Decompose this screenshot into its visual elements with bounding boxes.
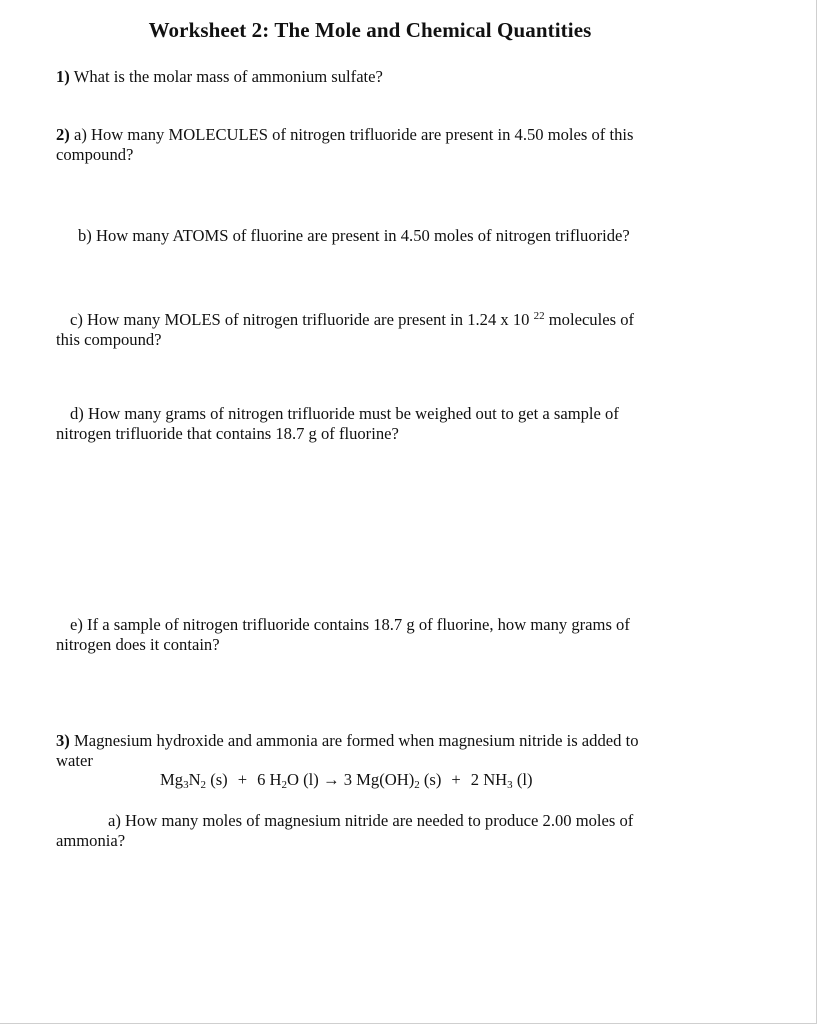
equation-part: O (l) → 3 Mg(OH) [287, 770, 415, 789]
question-2b-text: b) How many ATOMS of fluorine are present in 4.50 moles of nitrogen trifluoride? [78, 226, 630, 245]
equation-part: Mg [160, 770, 184, 789]
question-2c-line2: this compound? [56, 330, 162, 349]
question-2a-line1: a) How many MOLECULES of nitrogen trifluoride are present in 4.50 moles of this [73, 125, 634, 144]
question-3a-line2: ammonia? [56, 831, 126, 850]
equation-part: (l) [512, 770, 533, 789]
question-2a-line2: compound? [56, 145, 134, 164]
question-2e-line1: e) If a sample of nitrogen trifluoride contains 18.7 g of fluorine, how many grams of [70, 615, 630, 634]
question-3 [56, 731, 639, 771]
equation-part: (s) [206, 770, 228, 789]
question-2c-pre: c) How many MOLES of nitrogen trifluoride are present in 1.24 x 10 [70, 310, 530, 329]
question-1 [56, 67, 383, 87]
equation-subscript: 3 [183, 779, 189, 791]
question-3a-line1: a) How many moles of magnesium nitride are needed to produce 2.00 moles of [108, 811, 634, 830]
question-1-number: 1) [56, 67, 70, 86]
question-2c [56, 306, 634, 350]
question-3a [56, 811, 633, 851]
question-2d [56, 404, 619, 444]
worksheet-title: Worksheet 2: The Mole and Chemical Quantities [148, 18, 592, 42]
equation-subscript: 2 [414, 779, 420, 791]
question-2c-exponent: 22 [533, 310, 545, 322]
equation-plus: + [451, 770, 461, 789]
equation-plus: + [237, 770, 248, 789]
equation-subscript: 2 [200, 779, 207, 791]
equation-subscript: 2 [281, 779, 288, 791]
question-3-line2: water [56, 751, 93, 770]
question-3-number: 3) [56, 731, 70, 750]
question-2a [56, 125, 633, 165]
question-3-line1: Magnesium hydroxide and ammonia are formed when magnesium nitride is added to [73, 731, 639, 750]
equation-subscript: 3 [507, 779, 513, 791]
question-2-number: 2) [56, 125, 70, 144]
question-2e-line2: nitrogen does it contain? [56, 635, 220, 654]
question-2c-post: molecules of [548, 310, 635, 329]
question-2d-line1: d) How many grams of nitrogen trifluoride must be weighed out to get a sample of [70, 404, 619, 423]
question-1-text: What is the molar mass of ammonium sulfate? [73, 67, 383, 86]
question-2e [56, 615, 630, 655]
question-2d-line2: nitrogen trifluoride that contains 18.7 g of fluorine? [56, 424, 399, 443]
equation-part: 2 NH [470, 770, 508, 789]
question-2b [56, 226, 630, 246]
equation-part: (s) [419, 770, 442, 789]
equation-part: N [188, 770, 201, 789]
chemical-equation [160, 770, 532, 795]
equation-part: 6 H [257, 770, 282, 789]
